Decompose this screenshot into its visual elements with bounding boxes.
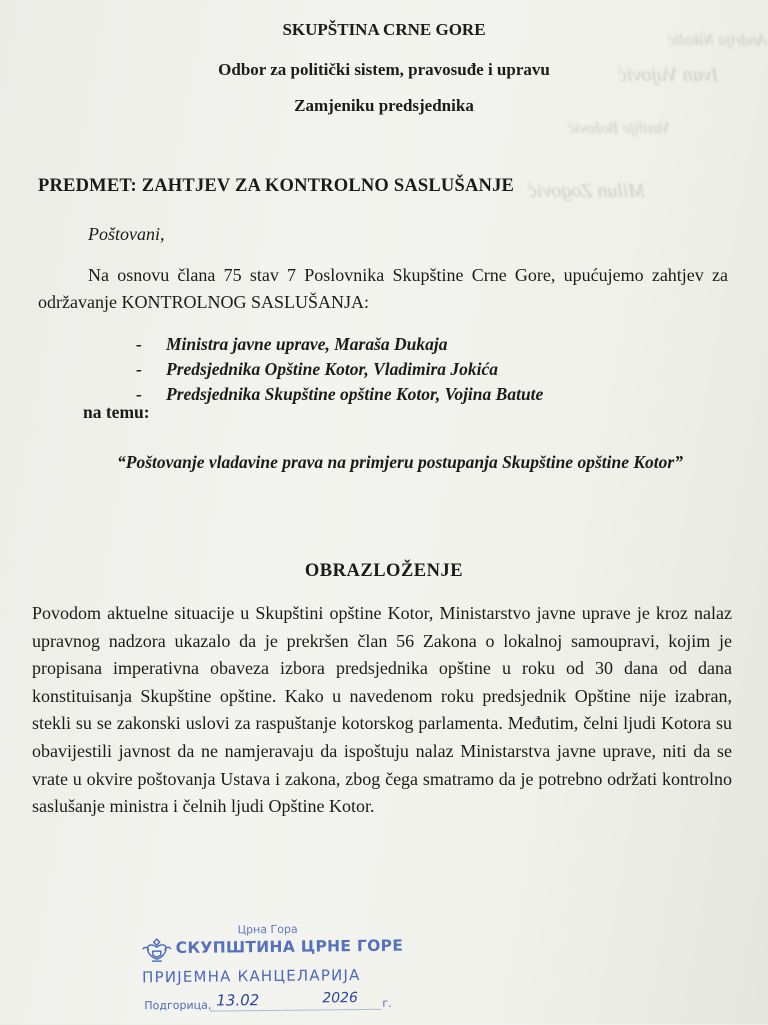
hearing-list: [136, 332, 543, 407]
reception-stamp: [137, 917, 404, 1025]
topic-quote: “Poštovanje vladavine prava na primjeru postupanja Skupštine opštine Kotor”: [117, 452, 683, 472]
committee-heading: Odbor za politički sistem, pravosuđe i upravu: [218, 60, 550, 79]
reason-paragraph: Povodom aktuelne situacije u Skupštini opštine Kotor, Ministarstvo javne uprave je kroz nalaz upravnog nadzora ukazalo da je prekršen član 56 Zakona o lokalnoj samoupravi, kojim je propisana imperativna obaveza izbora predsjednika opštine u roku od 30 dana od dana konstituisanja Skupštine opštine. Kako u navedenom roku predsjednik Opštine nije izabran, stekli su se zakonski uslovi za raspuštanje kotorskog parlamenta. Međutim, čelni ljudi Kotora su obavijestili javnost da ne namjeravaju da ispoštuju nalaz Ministarstva javne uprave, niti da se vrate u okvire poštovanja Ustava i zakona, zbog čega smatramo da je potrebno održati kontrolno saslušanje ministra i čelnih ljudi Opštine Kotor.: [32, 603, 732, 817]
greeting: Poštovani,: [88, 224, 165, 244]
section-title: OBRAZLOŽENJE: [304, 561, 464, 581]
topic-label: na temu:: [83, 402, 150, 422]
stamp-date: 13.02: [216, 991, 260, 1010]
stamp-name: СКУПШТИНА ЦРНЕ ГОРЕ: [175, 936, 404, 957]
bleed-line: Vasilije Božović: [568, 120, 670, 137]
intro-paragraph: Na osnovu člana 75 stav 7 Poslovnika Skupštine Crne Gore, upućujemo zahtjev za održavanje KONTROLNOG SASLUŠANJA:: [38, 265, 728, 312]
list-item: [136, 382, 543, 407]
list-item-text: Predsjednika Skupštine opštine Kotor, Vojina Batute: [166, 384, 544, 404]
stamp-country: Црна Гора: [237, 922, 298, 937]
subject-line: PREDMET: ZAHTJEV ZA KONTROLNO SASLUŠANJE: [38, 176, 515, 196]
bleed-through-text: [518, 20, 768, 230]
bullet-dash: -: [136, 384, 142, 404]
list-item: [136, 332, 543, 357]
stamp-year-suffix: г.: [382, 996, 392, 1010]
stamp-year: 2026: [322, 990, 359, 1007]
stamp-city: Подгорица,: [144, 998, 212, 1013]
bleed-line: Ivan Vujović: [618, 64, 719, 86]
bullet-dash: -: [136, 334, 142, 354]
addressee-heading: Zamjeniku predsjednika: [294, 96, 474, 115]
list-item-text: Ministra javne uprave, Maraša Dukaja: [166, 334, 448, 354]
list-item: [136, 357, 543, 382]
stamp-office: ПРИЈЕМНА КАНЦЕЛАРИЈА: [141, 966, 361, 987]
coat-of-arms-icon: [140, 935, 174, 967]
bullet-dash: -: [136, 359, 142, 379]
institution-heading: SKUPŠTINA CRNE GORE: [282, 20, 486, 39]
list-item-text: Predsjednika Opštine Kotor, Vladimira Jokića: [166, 359, 499, 379]
bleed-line: Milun Zogović: [528, 180, 646, 202]
bleed-line: Andrija Nikolić: [668, 32, 768, 49]
